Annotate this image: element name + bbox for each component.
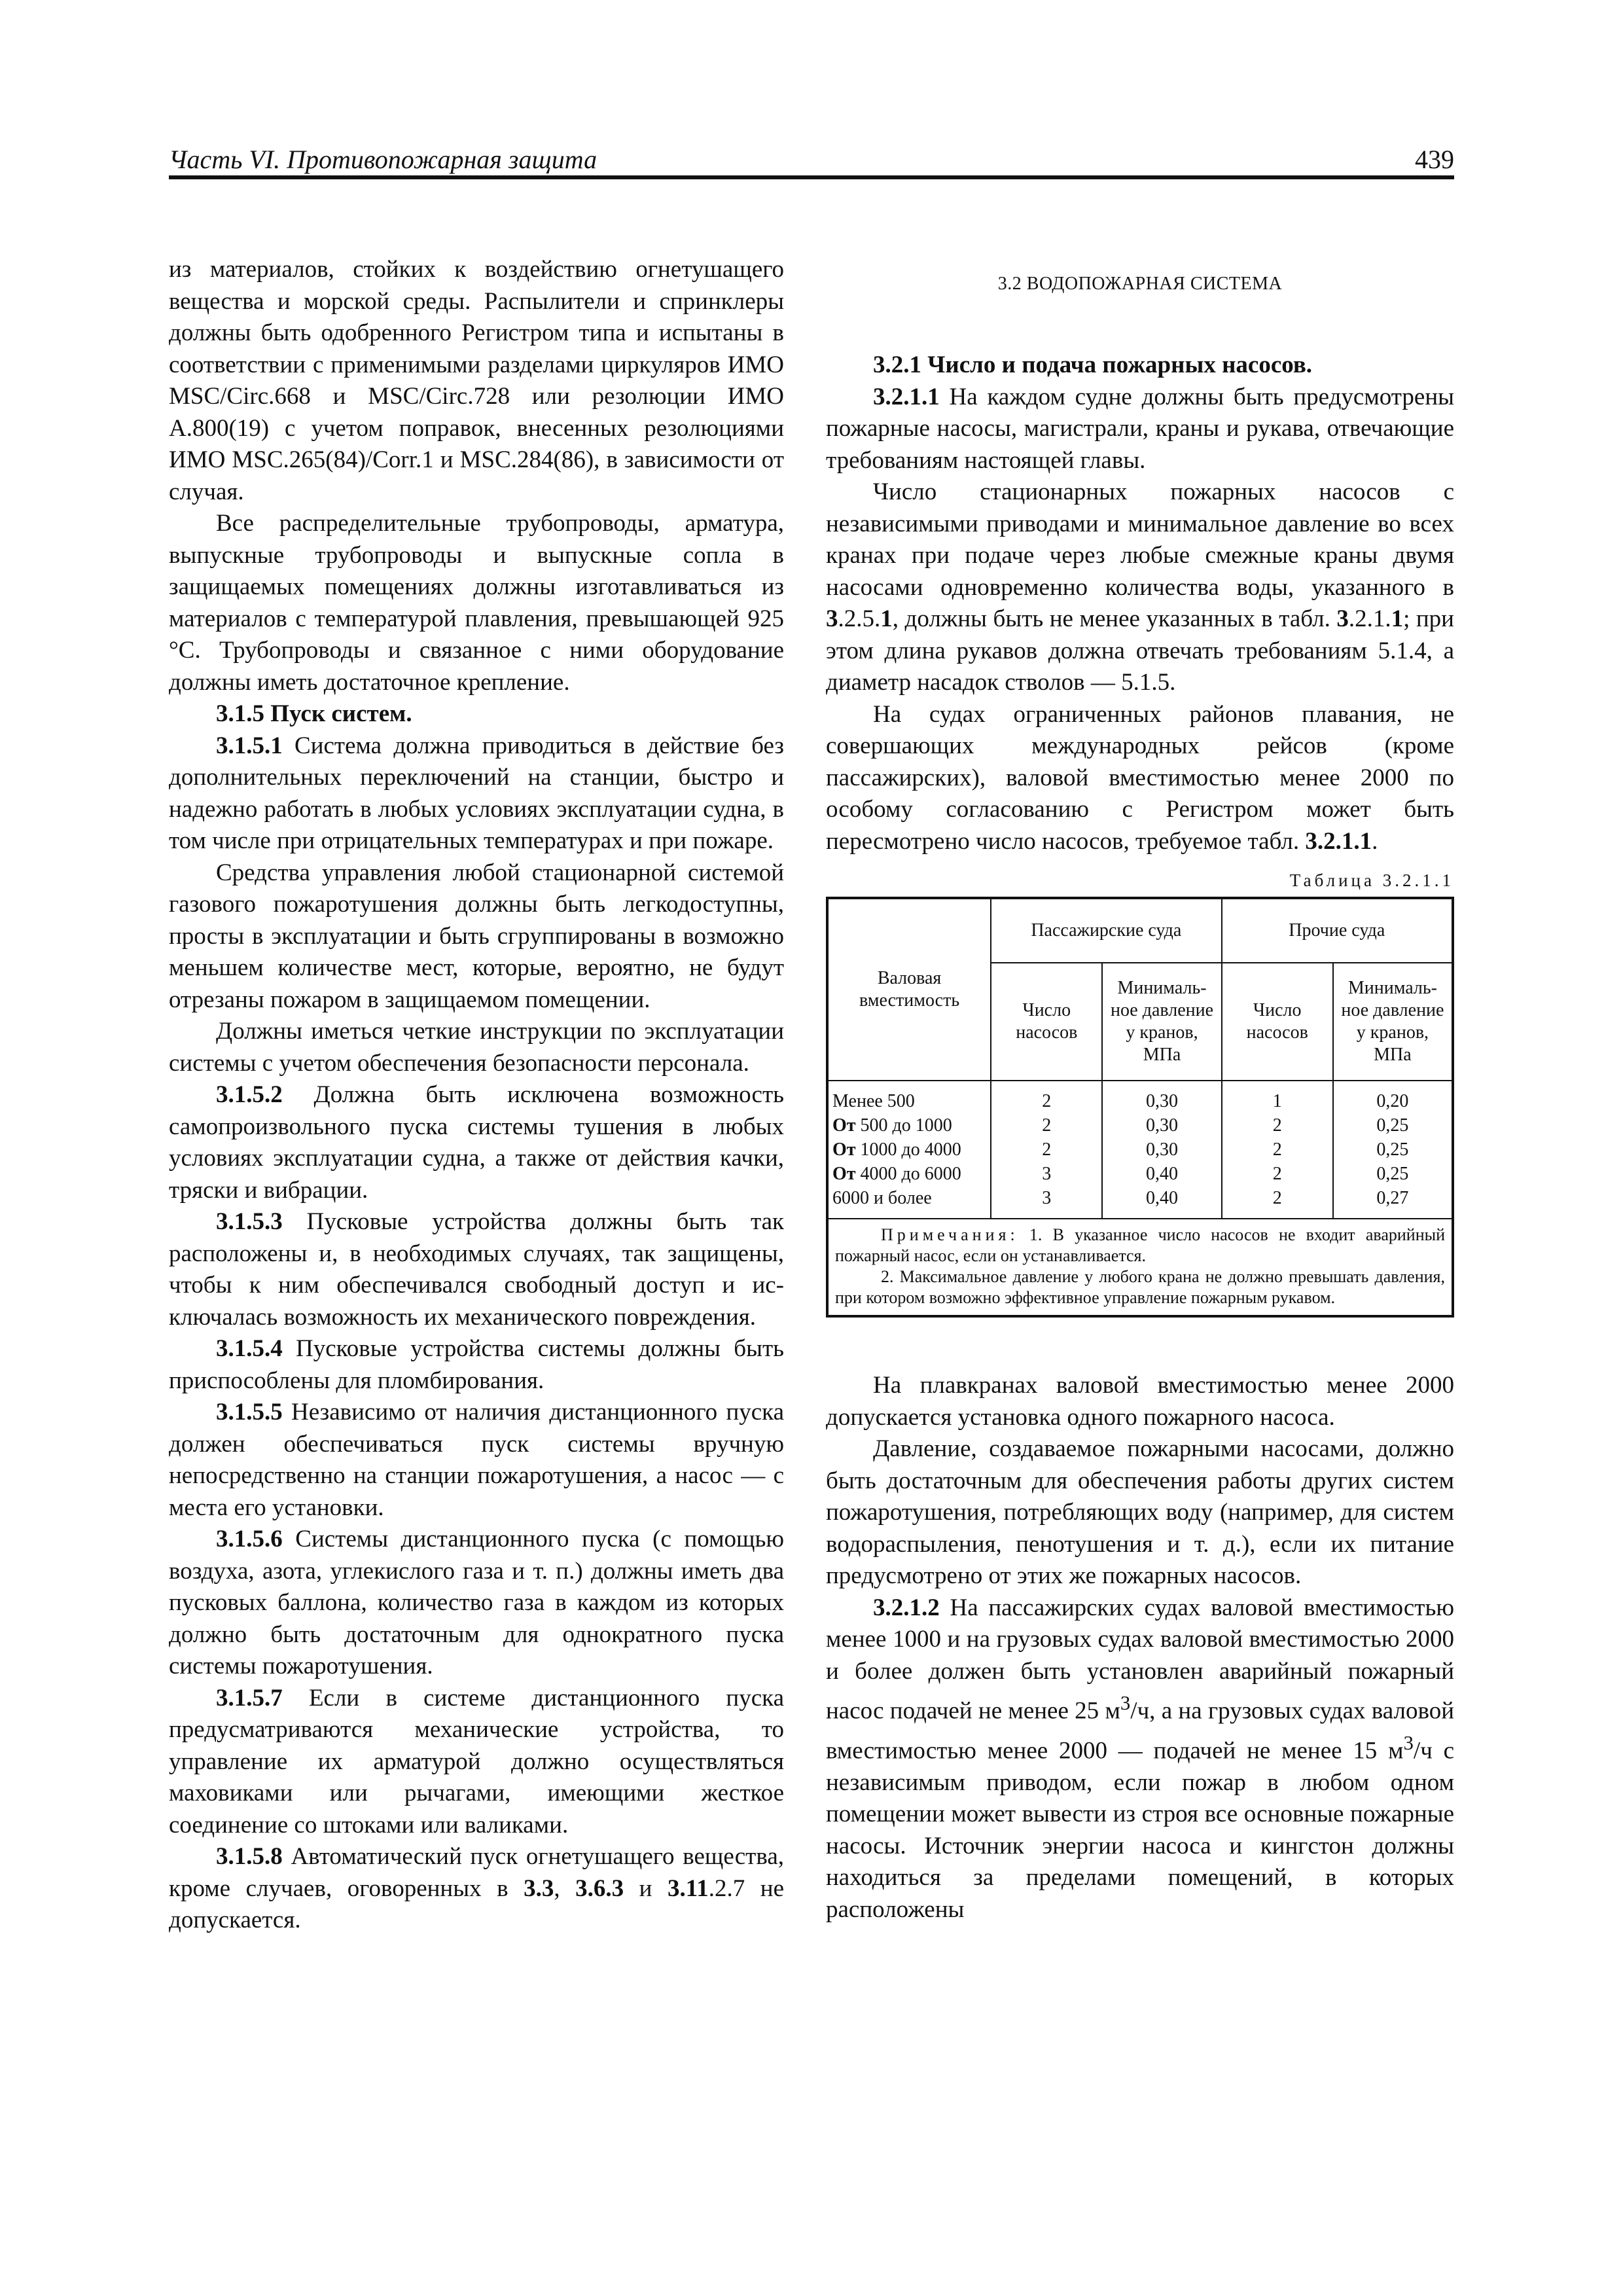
clause xyxy=(169,1841,784,1937)
clause xyxy=(826,382,1454,477)
clause-text: Автоматический пуск огнетушащего вещества, кроме случаев, оговоренных в xyxy=(169,1843,784,1902)
clause-number: 3.1.5.7 xyxy=(216,1684,283,1712)
clause-text: и xyxy=(624,1874,668,1902)
cross-reference: 3.2.1.1 xyxy=(1305,827,1372,855)
header-passenger-ships: Пассажирские суда xyxy=(991,898,1221,963)
clause-text: /ч, а на грузовых судах валовой вместимостью менее 2000 — подачей не менее 15 м xyxy=(826,1697,1454,1765)
value: 3 xyxy=(1042,1188,1052,1208)
cross-reference: 3.6.3 xyxy=(575,1874,624,1902)
other-pumps-cell xyxy=(1222,1081,1333,1219)
tonnage-row xyxy=(832,1113,986,1138)
table-notes xyxy=(827,1219,1453,1316)
clause xyxy=(169,1397,784,1524)
value: 2 xyxy=(1272,1164,1282,1184)
clause-text: Пусковые устройства системы должны быть приспособлены для пломбирования. xyxy=(169,1335,784,1394)
paragraph-text: ; при этом длина рукавов должна отвечать требованиям 5.1.4, а диаметр насадок стволов — 5.1.5. xyxy=(826,605,1454,696)
fire-pumps-table xyxy=(826,897,1454,1318)
passenger-pressure-cell xyxy=(1102,1081,1221,1219)
left-column xyxy=(169,254,784,1937)
clause-text: Независимо от наличия дистанционного пуска должен обеспечиваться пуск системы вручную непосредственно на станции пожаротушения, а насос — с места его установки. xyxy=(169,1399,784,1521)
value: 2 xyxy=(1272,1115,1282,1136)
value: 2 xyxy=(1272,1139,1282,1160)
header-pressure-other: Минимальное давление у кранов, МПа xyxy=(1333,963,1453,1081)
header-pumps-passenger: Число насосов xyxy=(991,963,1102,1081)
paragraph-text: .2.1. xyxy=(1348,605,1391,632)
paragraph: Должны иметься четкие инструкции по эксплуатации системы с учетом обеспечения безопасности персонала. xyxy=(169,1018,784,1077)
cross-reference: 1 xyxy=(880,605,893,632)
header-other-ships: Прочие суда xyxy=(1222,898,1453,963)
paragraph-text: .2.5. xyxy=(838,605,881,632)
clause-number: 3.2.1.2 xyxy=(873,1594,940,1621)
note-2: 2. Максимальное давление у любого крана не должно превышать давления, при котором возможно эффективное управление пожарным рукавом. xyxy=(835,1267,1445,1307)
cross-reference: 3 xyxy=(826,605,838,632)
value: 0,25 xyxy=(1376,1115,1409,1136)
value: 0,20 xyxy=(1376,1091,1409,1111)
paragraph-text: Число стационарных пожарных насосов с независимыми приводами и минимальное давление во всех кранах при подаче через любые смежные краны двумя насосами одновременно количества воды, указанного в xyxy=(826,478,1454,601)
value: 2 xyxy=(1042,1139,1052,1160)
header-pressure-passenger: Минимальное давление у кранов, МПа xyxy=(1102,963,1221,1081)
clause xyxy=(169,1683,784,1842)
running-title: Часть VI. Противопожарная защита xyxy=(169,145,597,174)
tonnage-label: 500 до 1000 xyxy=(855,1115,952,1136)
subsection-heading xyxy=(169,698,784,730)
value: 0,40 xyxy=(1146,1188,1178,1208)
value: 2 xyxy=(1272,1188,1282,1208)
clause-text: Системы дистанционного пуска (с помощью воздуха, азота, углекислого газа и т. п.) должны иметь два пусковых баллона, количество газа в каждом из которых должно быть достаточным для однократного пуска системы пожаротушения. xyxy=(169,1526,784,1679)
clause xyxy=(169,1524,784,1683)
paragraph-text: , должны быть не менее указанных в табл. xyxy=(892,605,1337,632)
tonnage-label-prefix: От xyxy=(832,1139,856,1160)
value: 1 xyxy=(1272,1091,1282,1111)
clause-number: 3.1.5.5 xyxy=(216,1399,283,1426)
tonnage-row xyxy=(832,1089,986,1113)
right-column xyxy=(826,254,1454,1926)
value: 0,27 xyxy=(1376,1188,1409,1208)
note-text: 1. В указанное число насосов не входит аварийный пожарный насос, если он устанавливается. xyxy=(835,1225,1445,1265)
clause-title: Число и подача пожарных насосов. xyxy=(921,351,1313,378)
tonnage-label: 6000 и более xyxy=(832,1188,932,1208)
clause-text: .2.7 не допускается. xyxy=(169,1874,784,1933)
subsection-heading xyxy=(826,350,1454,382)
clause-text: Должна быть исключена возможность самопроизвольного пуска системы тушения в любых условиях эксплуатации судна, а также от действия качки, тряски и вибрации. xyxy=(169,1081,784,1204)
clause xyxy=(169,1206,784,1333)
superscript: 3 xyxy=(1120,1692,1131,1714)
paragraph: Средства управления любой стационарной системой газового пожаротушения должны быть легкодоступны, просты в эксплуатации и быть сгруппированы в возможно меньшем количестве мест, которые, вероятно, не будут отрезаны пожаром в защищаемом помещении. xyxy=(169,859,784,1013)
clause-number: 3.1.5 xyxy=(216,700,264,727)
table-caption: Таблица 3.2.1.1 xyxy=(1289,870,1454,890)
tonnage-label: 4000 до 6000 xyxy=(855,1164,961,1184)
clause-number: 3.1.5.1 xyxy=(216,732,283,759)
cross-reference: 1 xyxy=(1391,605,1404,632)
value: 0,30 xyxy=(1146,1139,1178,1160)
clause-text: Пусковые устройства должны быть так расположены и, в необходимых случаях, так защищены, чтобы к ним обеспечивался свободный доступ и исключалась возможность их механического повреждения. xyxy=(169,1208,784,1331)
clause-number: 3.1.5.6 xyxy=(216,1526,283,1552)
table-values-row xyxy=(827,1081,1453,1219)
clause xyxy=(169,1079,784,1206)
tonnage-label: 1000 до 4000 xyxy=(855,1139,961,1160)
header-pumps-other: Число насосов xyxy=(1222,963,1333,1081)
clause-text: , xyxy=(554,1874,576,1902)
section-title: 3.2 ВОДОПОЖАРНАЯ СИСТЕМА xyxy=(997,274,1283,294)
cross-reference: 3.3 xyxy=(524,1874,554,1902)
value: 3 xyxy=(1042,1164,1052,1184)
clause-number: 3.1.5.4 xyxy=(216,1335,283,1362)
value: 2 xyxy=(1042,1115,1052,1136)
clause-number: 3.2.1.1 xyxy=(873,383,940,410)
clause-number: 3.2.1 xyxy=(873,351,921,378)
cross-reference: 3 xyxy=(1336,605,1349,632)
cross-reference: 3.11 xyxy=(668,1874,709,1902)
table-header-row xyxy=(827,898,1453,963)
superscript: 3 xyxy=(1403,1731,1414,1754)
clause xyxy=(169,730,784,857)
paragraph-text: . xyxy=(1372,827,1378,855)
other-pressure-cell xyxy=(1333,1081,1453,1219)
value: 0,40 xyxy=(1146,1164,1178,1184)
tonnage-label: Менее 500 xyxy=(832,1091,915,1111)
clause-number: 3.1.5.3 xyxy=(216,1208,283,1235)
tonnage-row xyxy=(832,1162,986,1186)
clause-title: Пуск систем. xyxy=(264,700,412,727)
note-label: Примечания: xyxy=(881,1225,1019,1244)
clause-text: На пассажирских судах валовой вместимостью менее 1000 и на грузовых судах валовой вместимостью 2000 и более должен быть установлен аварийный пожарный насос подачей не менее 25 м xyxy=(826,1594,1454,1725)
table-note-row xyxy=(827,1219,1453,1316)
tonnage-label-prefix: От xyxy=(832,1164,856,1184)
value: 0,25 xyxy=(1376,1139,1409,1160)
paragraph xyxy=(826,699,1454,858)
header-gross-tonnage: Валовая вместимость xyxy=(827,898,991,1081)
clause-text: /ч с независимым приводом, если пожар в любом одном помещении может вывести из строя все основные пожарные насосы. Источник энергии насоса и кингстон должны находиться за пределами помещений, в которых расположены xyxy=(826,1737,1454,1923)
tonnage-row xyxy=(832,1138,986,1162)
tonnage-row xyxy=(832,1186,986,1210)
clause xyxy=(169,1333,784,1397)
clause-number: 3.1.5.2 xyxy=(216,1081,283,1108)
tonnage-label-prefix: От xyxy=(832,1115,856,1136)
page-number: 439 xyxy=(1415,145,1454,174)
value: 0,30 xyxy=(1146,1115,1178,1136)
paragraph-text: На судах ограниченных районов плавания, не совершающих международных рейсов (кроме пассажирских), валовой вместимостью менее 2000 по особому согласованию с Регистром может быть пересмотрено число насосов, требуемое табл. xyxy=(826,700,1454,855)
paragraph xyxy=(826,476,1454,699)
value: 0,25 xyxy=(1376,1164,1409,1184)
paragraph: На плавкранах валовой вместимостью менее 2000 допускается установка одного пожарного насоса. xyxy=(826,1372,1454,1431)
value: 2 xyxy=(1042,1091,1052,1111)
clause xyxy=(826,1592,1454,1926)
note-1 xyxy=(835,1225,1445,1266)
clause-number: 3.1.5.8 xyxy=(216,1843,283,1870)
paragraph: Давление, создаваемое пожарными насосами, должно быть достаточным для обеспечения работы других систем пожаротушения, потребляющих воду (например, для систем водораспыления, пенотушения и т. д.), если их питание предусмотрено от этих же пожарных насосов. xyxy=(826,1435,1454,1589)
page-header xyxy=(169,145,1454,179)
paragraph: Все распределительные трубопроводы, арматура, выпускные трубопроводы и выпускные сопла в защищаемых помещениях должны изготавливаться из материалов с температурой плавления, превышающей 925 °С. Трубопроводы и связанное с ними оборудование должны иметь достаточное крепление. xyxy=(169,510,784,696)
passenger-pumps-cell xyxy=(991,1081,1102,1219)
value: 0,30 xyxy=(1146,1091,1178,1111)
paragraph: из материалов, стойких к воздействию огнетушащего вещества и морской среды. Распылители и спринклеры должны быть одобренного Регистром типа и испытаны в соответствии с применимыми разделами циркуляров ИМО MSC/Circ.668 и MSC/Circ.728 или резолюции ИМО А.800(19) с учетом поправок, внесенных резолюциями ИМО MSC.265(84)/Corr.1 и MSC.284(86), в зависимости от случая. xyxy=(169,256,784,505)
clause-text: Если в системе дистанционного пуска предусматриваются механические устройства, то управление их арматурой должно осуществляться маховиками или рычагами, имеющими жесткое соединение со штоками или валиками. xyxy=(169,1684,784,1839)
clause-text: Система должна приводиться в действие без дополнительных переключений на станции, быстро и надежно работать в любых условиях эксплуатации судна, в том числе при отрицательных температурах и при пожаре. xyxy=(169,732,784,854)
gross-tonnage-cell xyxy=(827,1081,991,1219)
clause-text: На каждом судне должны быть предусмотрены пожарные насосы, магистрали, краны и рукава, отвечающие требованиям настоящей главы. xyxy=(826,383,1454,474)
